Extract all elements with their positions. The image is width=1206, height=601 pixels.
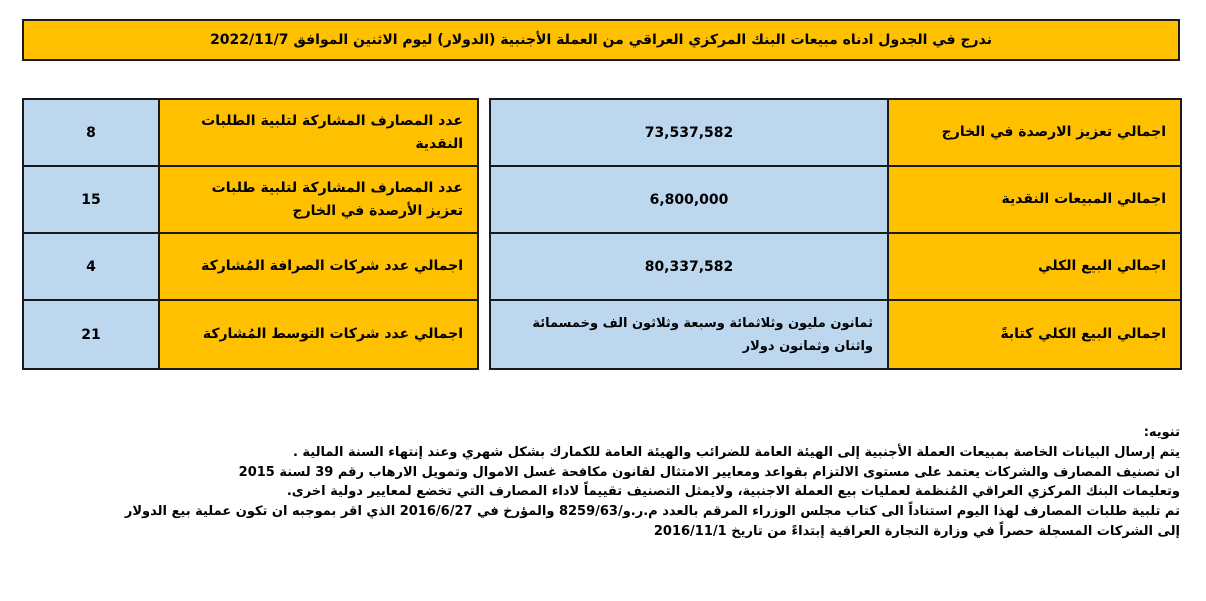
total-external-balances-value: 73,537,582 [490, 99, 888, 166]
note-line: وتعليمات البنك المركزي العراقي المُنظمة لعمليات بيع العملة الاجنبية، ولايمثل التصنيف تقييماً لاداء المصارف التي تخضع لمعايير دولية اخرى. [286, 484, 1180, 500]
total-external-balances-label: اجمالي تعزيز الارصدة في الخارج [888, 99, 1181, 166]
total-sales-in-words-value: ثمانون مليون وثلاثمائة وسبعة وثلاثون الف وخمسمائة واثنان وثمانون دولار [490, 300, 888, 369]
total-sales-value: 80,337,582 [490, 233, 888, 300]
table-row [23, 300, 478, 369]
balance-banks-count-label: عدد المصارف المشاركة لتلبية طلبات تعزيز الأرصدة في الخارج [159, 166, 478, 233]
sales-totals-table [489, 98, 1182, 370]
cash-banks-count-label: عدد المصارف المشاركة لتلبية الطلبات النقدية [159, 99, 478, 166]
table-row [490, 166, 1181, 233]
total-cash-sales-label: اجمالي المبيعات النقدية [888, 166, 1181, 233]
note-line: ان تصنيف المصارف والشركات يعتمد على مستوى الالتزام بقواعد ومعايير الامتثال لقانون مكافحة غسل الاموال وتمويل الارهاب رقم 39 لسنة 2015 [238, 464, 1180, 480]
table-row [490, 233, 1181, 300]
note-line: تم تلبية طلبات المصارف لهذا اليوم استناداً الى كتاب مجلس الوزراء المرقم بالعدد م.ر.و/8259/63 والمؤرخ في 2016/6/27 الذي اقر بموجبه ان تكون عملية بيع الدولار [124, 504, 1180, 520]
note-line: يتم إرسال البيانات الخاصة بمبيعات العملة الأجنبية إلى الهيئة العامة للضرائب والهيئة العامة للكمارك بشكل شهري وعند إنتهاء السنة المالية . [292, 444, 1180, 460]
participants-table [22, 98, 479, 370]
title-banner [22, 19, 1180, 61]
table-row [23, 233, 478, 300]
brokerage-companies-count-label: اجمالي عدد شركات التوسط المُشاركة [159, 300, 478, 369]
table-row [23, 166, 478, 233]
note-line: إلى الشركات المسجلة حصراً في وزارة التجارة العراقية إبتداءً من تاريخ 2016/11/1 [653, 523, 1180, 539]
table-row [23, 99, 478, 166]
total-sales-in-words-label: اجمالي البيع الكلي كتابةً [888, 300, 1181, 369]
table-row [490, 99, 1181, 166]
brokerage-companies-count-value: 21 [23, 300, 159, 369]
notes-heading: تنويه: [1143, 425, 1180, 440]
cash-banks-count-value: 8 [23, 99, 159, 166]
notes-section [20, 423, 1180, 542]
exchange-companies-count-label: اجمالي عدد شركات الصرافة المُشاركة [159, 233, 478, 300]
balance-banks-count-value: 15 [23, 166, 159, 233]
total-cash-sales-value: 6,800,000 [490, 166, 888, 233]
table-row [490, 300, 1181, 369]
title-banner-text: ندرج في الجدول ادناه مبيعات البنك المركزي العراقي من العملة الأجنبية (الدولار) ليوم الاثنين الموافق 2022/11/7 [210, 32, 992, 48]
total-sales-label: اجمالي البيع الكلي [888, 233, 1181, 300]
exchange-companies-count-value: 4 [23, 233, 159, 300]
